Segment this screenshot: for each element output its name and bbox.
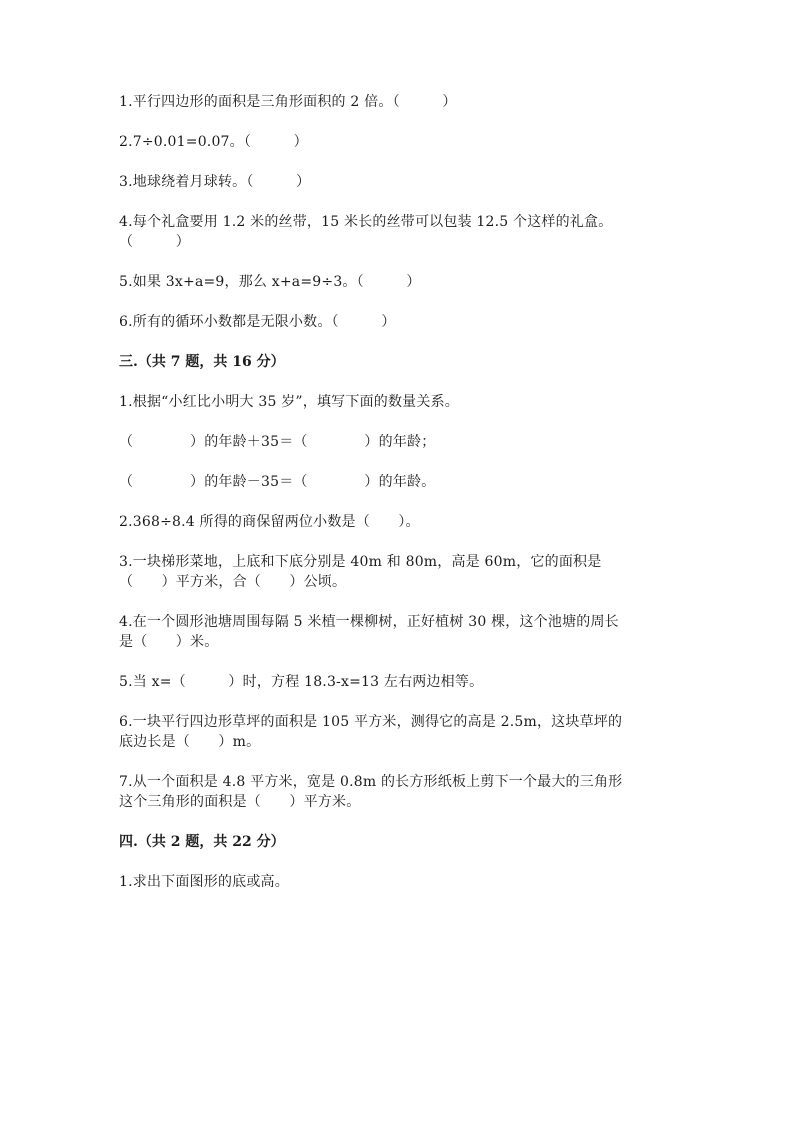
section-title: 三.（共 7 题，共 16 分） [119,354,285,370]
question-text: 2.368÷8.4 所得的商保留两位小数是（ ）。 [119,514,420,530]
question-text: 4.每个礼盒要用 1.2 米的丝带，15 米长的丝带可以包装 12.5 个这样的礼盒。 [119,214,613,230]
question-text: 3.一块梯形菜地，上底和下底分别是 40m 和 80m，高是 60m，它的面积是 [119,554,602,570]
question-text: 7.从一个面积是 4.8 平方米，宽是 0.8m 的长方形纸板上剪下一个最大的三角形 [119,774,623,790]
question-item [119,472,679,492]
question-text-continued: 这个三角形的面积是（ ）平方米。 [119,794,361,810]
question-text: 5.当 x=（ ）时，方程 18.3-x=13 左右两边相等。 [119,674,484,690]
question-item [119,872,679,892]
question-text: 4.在一个圆形池塘周围每隔 5 米植一棵柳树，正好植树 30 棵，这个池塘的周长 [119,614,619,630]
question-item [119,392,679,412]
question-text: 6.一块平行四边形草坪的面积是 105 平方米，测得它的高是 2.5m，这块草坪的 [119,714,623,730]
question-text-continued: 底边长是（ ）m。 [119,734,261,750]
question-text-continued: 是（ ）米。 [119,634,219,650]
question-item [119,92,679,112]
question-text: 5.如果 3x+a=9，那么 x+a=9÷3。（ ） [119,274,421,290]
question-item [119,312,679,332]
question-text: 3.地球绕着月球转。（ ） [119,174,311,190]
question-item [119,132,679,152]
question-item [119,212,679,252]
question-item [119,712,679,752]
calculation-section [119,832,679,892]
question-item [119,612,679,652]
question-text: 2.7÷0.01=0.07。（ ） [119,134,308,150]
question-item [119,272,679,292]
question-text: 1.平行四边形的面积是三角形面积的 2 倍。（ ） [119,94,457,110]
question-item [119,432,679,452]
question-item [119,552,679,592]
section-title: 四.（共 2 题，共 22 分） [119,834,285,850]
question-text: 6.所有的循环小数都是无限小数。（ ） [119,314,396,330]
question-text-continued: （ ）平方米，合（ ）公顷。 [119,574,347,590]
question-text: （ ）的年龄－35＝（ ）的年龄。 [119,474,436,490]
worksheet-page [119,92,679,912]
question-item [119,172,679,192]
question-item [119,772,679,812]
judge-section [119,92,679,332]
question-item [119,512,679,532]
question-text: 1.求出下面图形的底或高。 [119,874,289,890]
question-text-continued: （ ） [119,234,190,250]
fill-in-section [119,352,679,812]
question-item [119,672,679,692]
question-text: 1.根据“小红比小明大 35 岁”，填写下面的数量关系。 [119,394,459,410]
question-text: （ ）的年龄＋35＝（ ）的年龄； [119,434,436,450]
